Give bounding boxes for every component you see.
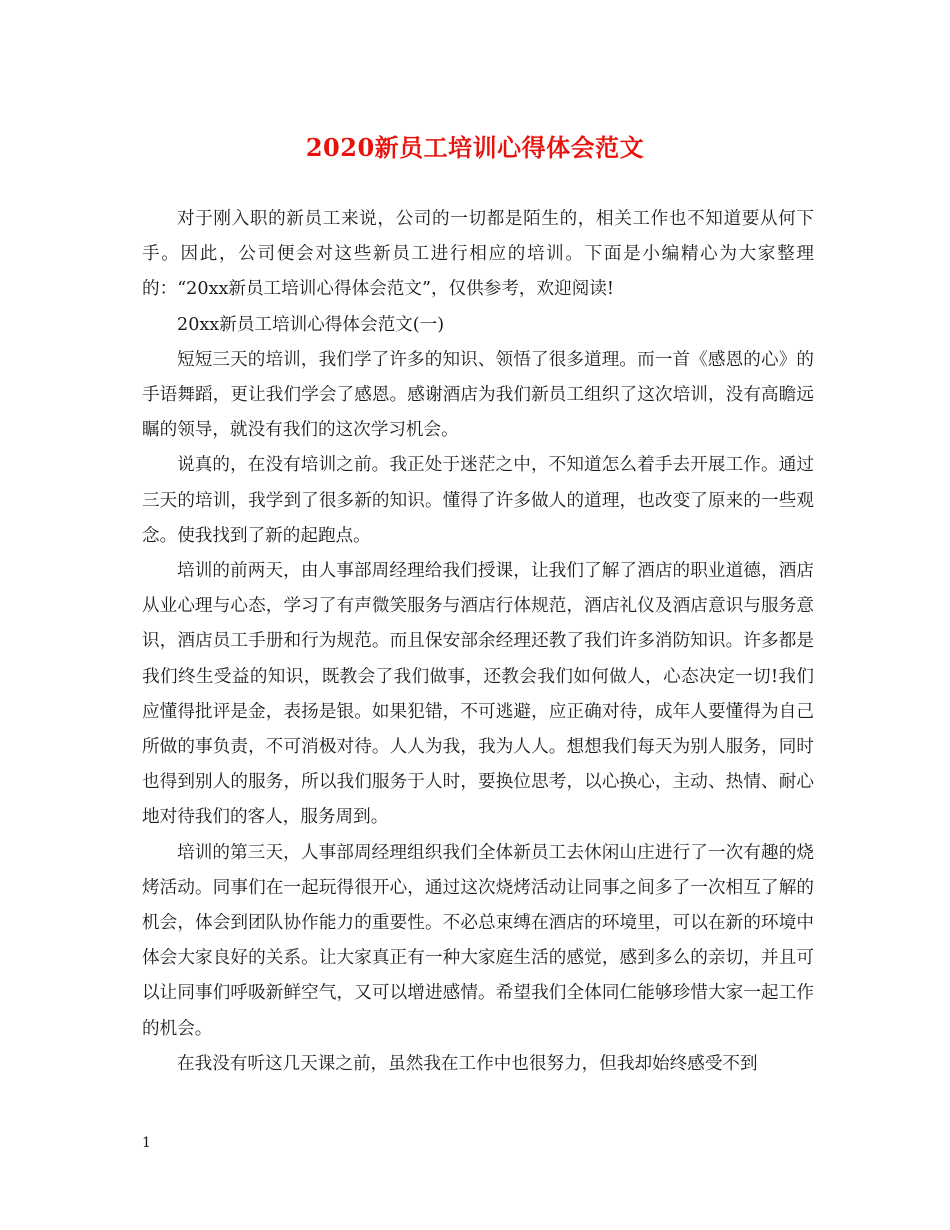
page-number: 1 [142,1135,151,1151]
document-title: 2020新员工培训心得体会范文 [305,133,645,162]
paragraph-3: 培训的前两天，由人事部周经理给我们授课，让我们了解了酒店的职业道德，酒店从业心理与心态，学习了有声微笑服务与酒店行体规范，酒店礼仪及酒店意识与服务意识，酒店员工手册和行为规范。而且保安部余经理还教了我们许多消防知识。许多都是我们终生受益的知识，既教会了我们做事，还教会我们如何做人，心态决定一切!我们应懂得批评是金，表扬是银。如果犯错，不可逃避，应正确对待，成年人要懂得为自己所做的事负责，不可消极对待。人人为我，我为人人。想想我们每天为别人服务，同时也得到别人的服务，所以我们服务于人时，要换位思考，以心换心，主动、热情、耐心地对待我们的客人，服务周到。 [142,561,814,828]
paragraph-2: 说真的，在没有培训之前。我正处于迷茫之中，不知道怎么着手去开展工作。通过三天的培训，我学到了很多新的知识。懂得了许多做人的道理，也改变了原来的一些观念。使我找到了新的起跑点。 [142,455,814,546]
document-body [142,202,814,1082]
paragraph-1: 短短三天的培训，我们学了许多的知识、领悟了很多道理。而一首《感恩的心》的手语舞蹈，更让我们学会了感恩。感谢酒店为我们新员工组织了这次培训，没有高瞻远瞩的领导，就没有我们的这次学习机会。 [142,349,814,441]
paragraph-5: 在我没有听这几天课之前，虽然我在工作中也很努力，但我却始终感受不到 [177,1053,758,1074]
paragraph-subheading: 20xx新员工培训心得体会范文(一) [177,314,445,335]
paragraph-intro: 对于刚入职的新员工来说，公司的一切都是陌生的，相关工作也不知道要从何下手。因此，公司便会对这些新员工进行相应的培训。下面是小编精心为大家整理的：“20xx新员工培训心得体会范文”，仅供参考，欢迎阅读! [142,209,814,300]
paragraph-4: 培训的第三天，人事部周经理组织我们全体新员工去休闲山庄进行了一次有趣的烧烤活动。同事们在一起玩得很开心，通过这次烧烤活动让同事之间多了一次相互了解的机会，体会到团队协作能力的重要性。不必总束缚在酒店的环境里，可以在新的环境中体会大家良好的关系。让大家真正有一种大家庭生活的感觉，感到多么的亲切，并且可以让同事们呼吸新鲜空气，又可以增进感情。希望我们全体同仁能够珍惜大家一起工作的机会。 [142,842,814,1039]
